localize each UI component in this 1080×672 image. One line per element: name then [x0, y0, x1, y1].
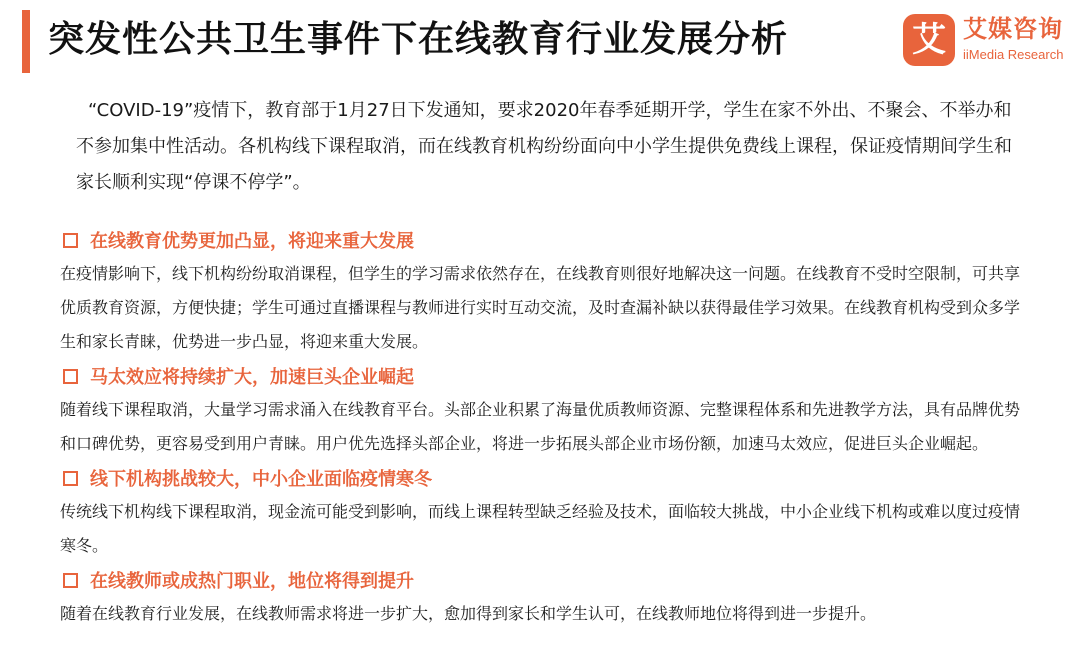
section-heading [60, 563, 1035, 597]
section-heading [60, 461, 1035, 495]
square-bullet-icon [63, 471, 78, 486]
square-bullet-icon [63, 369, 78, 384]
section-heading-text: 线下机构挑战较大，中小企业面临疫情寒冬 [90, 469, 432, 490]
section-online-advantage [60, 223, 1035, 359]
section-heading-text: 马太效应将持续扩大，加速巨头企业崛起 [90, 367, 414, 388]
section-body: 随着在线教育行业发展，在线教师需求将进一步扩大，愈加得到家长和学生认可，在线教师地位将得到进一步提升。 [60, 604, 877, 623]
section-matthew-effect [60, 359, 1035, 461]
section-offline-challenge [60, 461, 1035, 563]
page-title: 突发性公共卫生事件下在线教育行业发展分析 [48, 19, 789, 60]
section-body: 在疫情影响下，线下机构纷纷取消课程，但学生的学习需求依然存在，在线教育则很好地解决这一问题。在线教育不受时空限制，可共享优质教育资源，方便快捷；学生可通过直播课程与教师进行实时互动交流，及时查漏补缺以获得最佳学习效果。在线教育机构受到众多学生和家长青睐，优势进一步凸显，将迎来重大发展。 [60, 264, 1021, 351]
logo-english-name: iiMedia Research [963, 47, 1064, 62]
square-bullet-icon [63, 573, 78, 588]
intro-paragraph: “COVID-19”疫情下，教育部于1月27日下发通知，要求2020年春季延期开学，学生在家不外出、不聚会、不举办和不参加集中性活动。各机构线下课程取消，而在线教育机构纷纷面向中小学生提供免费线上课程，保证疫情期间学生和家长顺利实现“停课不停学”。 [76, 100, 1012, 193]
section-online-teachers [60, 563, 1035, 631]
section-heading [60, 359, 1035, 393]
section-heading-text: 在线教师或成热门职业，地位将得到提升 [90, 571, 414, 592]
section-body: 随着线下课程取消，大量学习需求涌入在线教育平台。头部企业积累了海量优质教师资源、完整课程体系和先进教学方法，具有品牌优势和口碑优势，更容易受到用户青睐。用户优先选择头部企业，将进一步拓展头部企业市场份额，加速马太效应，促进巨头企业崛起。 [60, 400, 1021, 453]
square-bullet-icon [63, 233, 78, 248]
logo-chinese-name: 艾媒咨询 [963, 15, 1063, 43]
title-accent-bar [22, 10, 30, 73]
section-heading [60, 223, 1035, 257]
logo-mark-icon: 艾 [903, 14, 955, 66]
iimedia-logo [903, 12, 1073, 70]
analysis-sections [60, 223, 1035, 631]
section-body: 传统线下机构线下课程取消，现金流可能受到影响，而线上课程转型缺乏经验及技术，面临较大挑战，中小企业线下机构或难以度过疫情寒冬。 [60, 502, 1021, 555]
section-heading-text: 在线教育优势更加凸显，将迎来重大发展 [90, 231, 414, 252]
